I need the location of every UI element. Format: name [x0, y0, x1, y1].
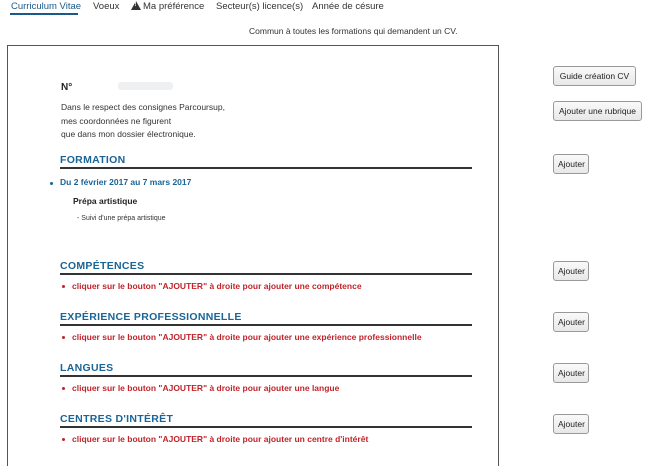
tab-curriculum-vitae[interactable]: Curriculum Vitae [11, 1, 82, 12]
section-divider-langues [60, 375, 472, 377]
bullet-icon [50, 182, 53, 185]
tab-annee-cesure[interactable]: Année de césure [312, 1, 384, 12]
section-title-formation: FORMATION [60, 154, 126, 166]
langues-hint: cliquer sur le bouton "AJOUTER" à droite pour ajouter une langue [72, 383, 340, 393]
add-section-button[interactable]: Ajouter une rubrique [553, 101, 642, 121]
section-title-experience: EXPÉRIENCE PROFESSIONNELLE [60, 311, 242, 323]
active-tab-indicator [10, 13, 78, 15]
bullet-icon [62, 285, 65, 288]
formation-entry-date: Du 2 février 2017 au 7 mars 2017 [60, 177, 192, 187]
section-divider-formation [60, 167, 472, 169]
add-interet-button[interactable]: Ajouter [553, 414, 589, 434]
add-formation-button[interactable]: Ajouter [553, 154, 589, 174]
tab-secteurs-licences[interactable]: Secteur(s) licence(s) [216, 1, 304, 12]
add-langue-button[interactable]: Ajouter [553, 363, 589, 383]
cv-common-note: Commun à toutes les formations qui demandent un CV. [249, 26, 458, 36]
redacted-number [118, 82, 173, 90]
formation-entry-title: Prépa artistique [73, 196, 138, 206]
add-competence-button[interactable]: Ajouter [553, 261, 589, 281]
bullet-icon [62, 387, 65, 390]
interets-hint: cliquer sur le bouton "AJOUTER" à droite pour ajouter un centre d'intérêt [72, 434, 369, 444]
section-divider-interets [60, 426, 472, 428]
intro-line-3: que dans mon dossier électronique. [61, 129, 196, 139]
bullet-icon [62, 438, 65, 441]
section-divider-experience [60, 324, 472, 326]
competences-hint: cliquer sur le bouton "AJOUTER" à droite pour ajouter une compétence [72, 281, 362, 291]
section-title-interets: CENTRES D'INTÉRÊT [60, 413, 174, 425]
cv-number-label: N° [61, 82, 73, 93]
experience-hint: cliquer sur le bouton "AJOUTER" à droite pour ajouter une expérience professionnelle [72, 332, 422, 342]
add-experience-button[interactable]: Ajouter [553, 312, 589, 332]
section-divider-competences [60, 273, 472, 275]
formation-entry-detail: - Suivi d'une prépa artistique [77, 215, 166, 222]
bullet-icon [62, 336, 65, 339]
tab-ma-preference-label: Ma préférence [143, 1, 205, 12]
tab-voeux[interactable]: Voeux [93, 1, 120, 12]
intro-line-2: mes coordonnées ne figurent [61, 116, 172, 126]
section-title-langues: LANGUES [60, 362, 114, 374]
guide-cv-button[interactable]: Guide création CV [553, 66, 636, 86]
cv-document [7, 45, 499, 466]
intro-line-1: Dans le respect des consignes Parcoursup, [61, 102, 225, 112]
section-title-competences: COMPÉTENCES [60, 260, 145, 272]
tab-ma-preference[interactable] [131, 1, 204, 12]
tab-bar [0, 0, 650, 16]
warning-icon [131, 1, 141, 10]
